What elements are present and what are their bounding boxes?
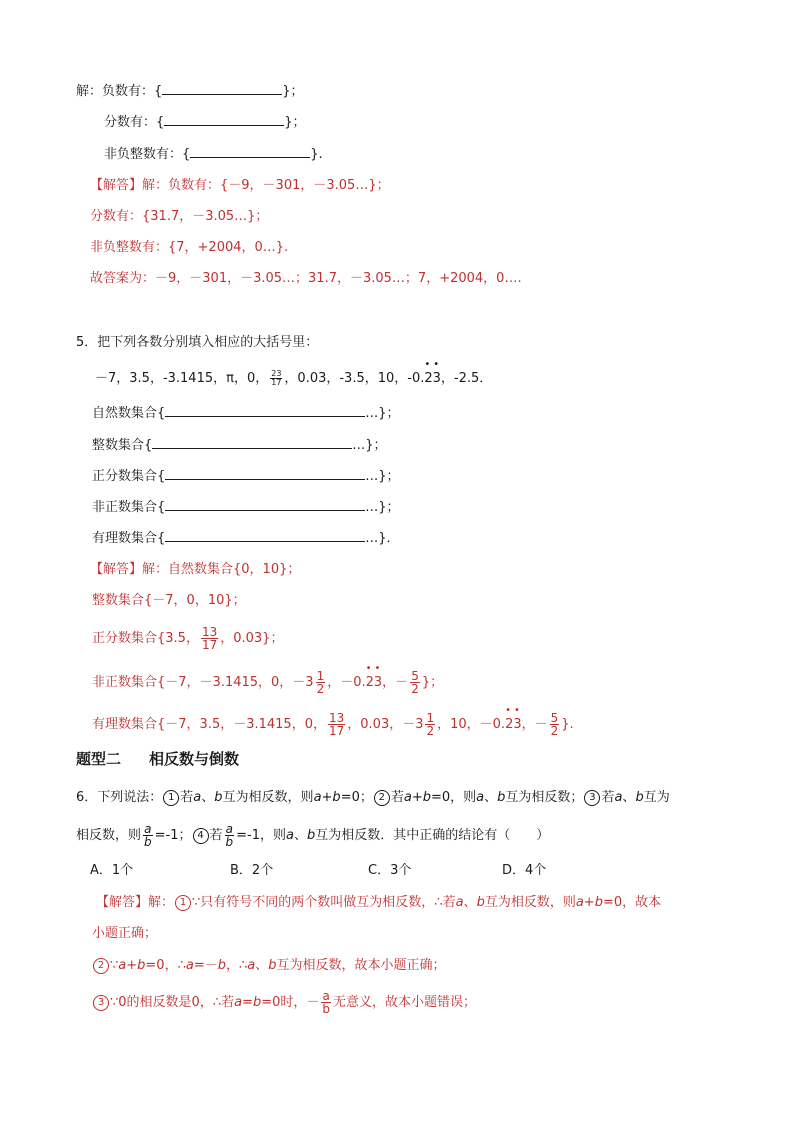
solution-text: }； [421, 675, 444, 690]
fraction-numerator: 13 [328, 711, 345, 725]
fill-blank[interactable] [165, 467, 365, 480]
stem-text: 若 [180, 790, 194, 805]
solution-text: 解：负数有：{－9，－301，－3.05…}； [142, 178, 390, 193]
solution-text: ，－ [521, 717, 548, 732]
fraction-numerator: a [322, 989, 330, 1003]
set-end: …}． [365, 531, 400, 546]
fraction-numerator: 5 [550, 711, 559, 725]
stem-text: 、 [484, 790, 498, 805]
solution-text: ∵只有符号不同的两个数叫做互为相反数，∴若 [192, 895, 456, 910]
fraction-numerator: 1 [426, 711, 435, 725]
repeating-decimal [505, 705, 523, 734]
expr-a-plus-b: a+b [313, 790, 341, 805]
solution-text: ，－ [382, 675, 409, 690]
repeat-dots: •• [424, 359, 443, 370]
solution-line [92, 957, 446, 975]
fraction-denominator: 2 [550, 724, 559, 738]
stem-text: 相反数，则 [76, 828, 142, 843]
option-b[interactable]: B．2个 [230, 863, 274, 878]
solution-text: 非正数集合{－7，－3.1415，0，－3 [92, 675, 314, 690]
fill-blank[interactable] [165, 404, 365, 417]
solution-text: 无意义，故本小题错误； [333, 995, 477, 1010]
solution-text: ，∴ [225, 958, 248, 973]
solution-text: ∵ [110, 958, 119, 973]
solution-line [90, 177, 390, 195]
blank-label: 分数有：{ [104, 115, 165, 130]
fraction [550, 712, 560, 737]
solution-text: =0时，－ [261, 995, 320, 1010]
repeating-decimal [365, 663, 384, 692]
fraction-numerator: 5 [411, 669, 419, 683]
solution-text: 解： [148, 895, 175, 910]
fraction [201, 626, 218, 651]
solution-text: 正分数集合{3.5， [92, 631, 199, 646]
fraction-denominator: 17 [328, 724, 345, 738]
number-list: ，-2.5． [440, 371, 493, 386]
set-blank-non-positive [92, 498, 400, 517]
solution-text: ，－0. [327, 675, 366, 690]
fraction-numerator: a [144, 822, 152, 836]
fraction-denominator: 17 [201, 638, 218, 652]
solution-text: 互为相反数，故本小题正确； [276, 958, 446, 973]
fraction-numerator: 23 [271, 369, 282, 378]
circled-number: 3 [93, 995, 109, 1011]
question-6-stem-line-2 [76, 823, 549, 848]
var-b: b [476, 895, 485, 910]
solution-line [92, 990, 476, 1015]
fraction-denominator: 2 [411, 682, 419, 696]
solution-line: 故答案为：－9，－301，－3.05…；31.7，－3.05…；7，+2004，0…. [90, 271, 522, 286]
fraction-denominator: b [225, 835, 234, 849]
solution-line: 整数集合{－7，0，10}； [92, 593, 246, 608]
fraction-a-over-b [321, 990, 331, 1015]
fraction-denominator: 17 [271, 378, 282, 387]
solution-line [90, 561, 300, 579]
stem-text: =0，则 [431, 790, 477, 805]
number-list: ，0.03，-3.5，10，-0. [284, 371, 425, 386]
solution-text: ，0.03}； [220, 631, 284, 646]
circled-number: 1 [175, 895, 191, 911]
stem-text: 、 [293, 828, 307, 843]
stem-text: =0； [340, 790, 373, 805]
var-b: b [497, 790, 506, 805]
circled-number: 2 [374, 790, 390, 806]
solution-text: ∵0的相反数是0，∴若 [110, 995, 235, 1010]
fill-blank[interactable] [164, 113, 284, 126]
var-b: b [217, 958, 226, 973]
set-blank-positive-fraction [92, 467, 400, 486]
fraction-denominator: 2 [426, 724, 435, 738]
stem-text: 若 [601, 790, 615, 805]
set-end: …}； [352, 438, 387, 453]
fill-blank[interactable] [165, 529, 365, 542]
fraction-numerator: 13 [201, 625, 218, 639]
answer-blank-negatives [76, 82, 304, 101]
repeat-dots: •• [505, 705, 523, 716]
stem-text: =-1； [154, 828, 192, 843]
answer-blank-nonneg-integers [104, 145, 323, 164]
stem-text: 互为相反数； [505, 790, 584, 805]
fraction-23-17 [270, 370, 282, 387]
question-5-stem: 5．把下列各数分别填入相应的大括号里： [76, 335, 319, 350]
fraction-denominator: b [144, 835, 152, 849]
section-title: 相反数与倒数 [149, 750, 240, 768]
solution-text: 互为相反数，则 [484, 895, 576, 910]
option-d[interactable]: D．4个 [502, 863, 547, 878]
stem-text: 互为相反数．其中正确的结论有（ ） [315, 828, 550, 843]
repeat-dots: •• [365, 663, 384, 674]
solution-text: 、 [463, 895, 477, 910]
fraction [316, 670, 326, 695]
set-label: 有理数集合{ [92, 531, 166, 546]
stem-text: 互为 [643, 790, 670, 805]
expr-a-plus-b: a+b [403, 790, 431, 805]
stem-text: =-1，则 [236, 828, 286, 843]
blank-end: }. [310, 147, 323, 162]
solution-text: }. [561, 717, 574, 732]
section-label: 题型二 [76, 750, 122, 768]
fill-blank[interactable] [162, 82, 282, 95]
var-a: a [476, 790, 485, 805]
var-a: a [614, 790, 623, 805]
set-end: …}； [365, 469, 400, 484]
solution-line [92, 663, 444, 696]
solution-line: 非负整数有：{7，+2004，0…}. [90, 240, 289, 255]
question-6-stem-line-1 [76, 789, 670, 807]
fraction-denominator: 2 [316, 682, 325, 696]
solution-text: ，10，－0. [437, 717, 506, 732]
answer-blank-fractions [104, 113, 306, 132]
solution-text: 解：自然数集合{0，10}； [142, 562, 301, 577]
option-a[interactable]: A．1个 [90, 863, 134, 878]
circled-number: 4 [193, 828, 209, 844]
number-list: －7，3.5，-3.1415，π，0， [95, 371, 269, 386]
solution-text: =0，∴ [145, 958, 186, 973]
set-blank-natural [92, 404, 400, 423]
stem-text: 6．下列说法： [76, 790, 163, 805]
fraction-a-over-b [143, 823, 153, 848]
var-b: b [214, 790, 223, 805]
solution-tag: 【解答】 [90, 562, 143, 577]
fill-blank[interactable] [190, 145, 310, 158]
var-b: b [635, 790, 644, 805]
solution-text: 、 [255, 958, 269, 973]
blank-label: 非负整数有：{ [104, 147, 191, 162]
blank-end: }； [284, 115, 306, 130]
var-b: b [268, 958, 277, 973]
expr-a-equals-b: a=b [234, 995, 262, 1010]
solution-text: ，0.03，－3 [347, 717, 424, 732]
circled-number: 3 [584, 790, 600, 806]
var-a: a [247, 958, 256, 973]
fraction-numerator: a [225, 822, 233, 836]
fraction-denominator: b [322, 1002, 331, 1016]
repeat-digits: 23 [424, 371, 441, 386]
repeat-digits: 23 [365, 675, 383, 690]
set-label: 整数集合{ [92, 438, 153, 453]
section-heading [76, 750, 239, 768]
stem-text: 、 [622, 790, 636, 805]
solution-line [96, 894, 661, 912]
expr-a-plus-b: a+b [575, 895, 603, 910]
stem-text: 互为相反数，则 [222, 790, 314, 805]
blank-label: 解：负数有：{ [76, 84, 163, 99]
circled-number: 1 [163, 790, 179, 806]
fraction [328, 712, 345, 737]
repeating-decimal [424, 359, 443, 388]
solution-line [92, 705, 574, 738]
set-label: 自然数集合{ [92, 406, 166, 421]
solution-text: 有理数集合{－7，3.5，－3.1415，0， [92, 717, 326, 732]
fill-blank[interactable] [152, 436, 352, 449]
fraction-a-over-b [225, 823, 235, 848]
var-a: a [286, 828, 294, 843]
stem-text: 若 [390, 790, 404, 805]
fraction [425, 712, 435, 737]
var-a: a [185, 958, 194, 973]
fraction-numerator: 1 [316, 669, 325, 683]
solution-line: 小题正确； [92, 926, 158, 941]
solution-text: =－ [193, 958, 218, 973]
set-blank-integer [92, 436, 387, 455]
question-5-numbers [95, 359, 493, 388]
solution-line: 分数有：{31.7，－3.05…}； [90, 209, 269, 224]
var-a: a [455, 895, 464, 910]
solution-tag: 【解答】 [90, 178, 143, 193]
var-b: b [306, 828, 316, 843]
stem-text: 若 [209, 828, 223, 843]
circled-number: 2 [93, 958, 109, 974]
fill-blank[interactable] [165, 498, 365, 511]
solution-tag: 【解答】 [96, 895, 149, 910]
solution-text: =0，故本 [602, 895, 662, 910]
expr-a-plus-b: a+b [118, 958, 146, 973]
stem-text: 、 [201, 790, 215, 805]
var-a: a [193, 790, 202, 805]
set-label: 正分数集合{ [92, 469, 166, 484]
fraction [410, 670, 420, 695]
option-c[interactable]: C．3个 [368, 863, 412, 878]
repeat-digits: 23 [505, 717, 522, 732]
set-end: …}； [365, 500, 400, 515]
set-blank-rational [92, 529, 400, 548]
solution-line [92, 626, 283, 651]
set-label: 非正数集合{ [92, 500, 166, 515]
blank-end: }； [282, 84, 304, 99]
set-end: …}； [365, 406, 400, 421]
